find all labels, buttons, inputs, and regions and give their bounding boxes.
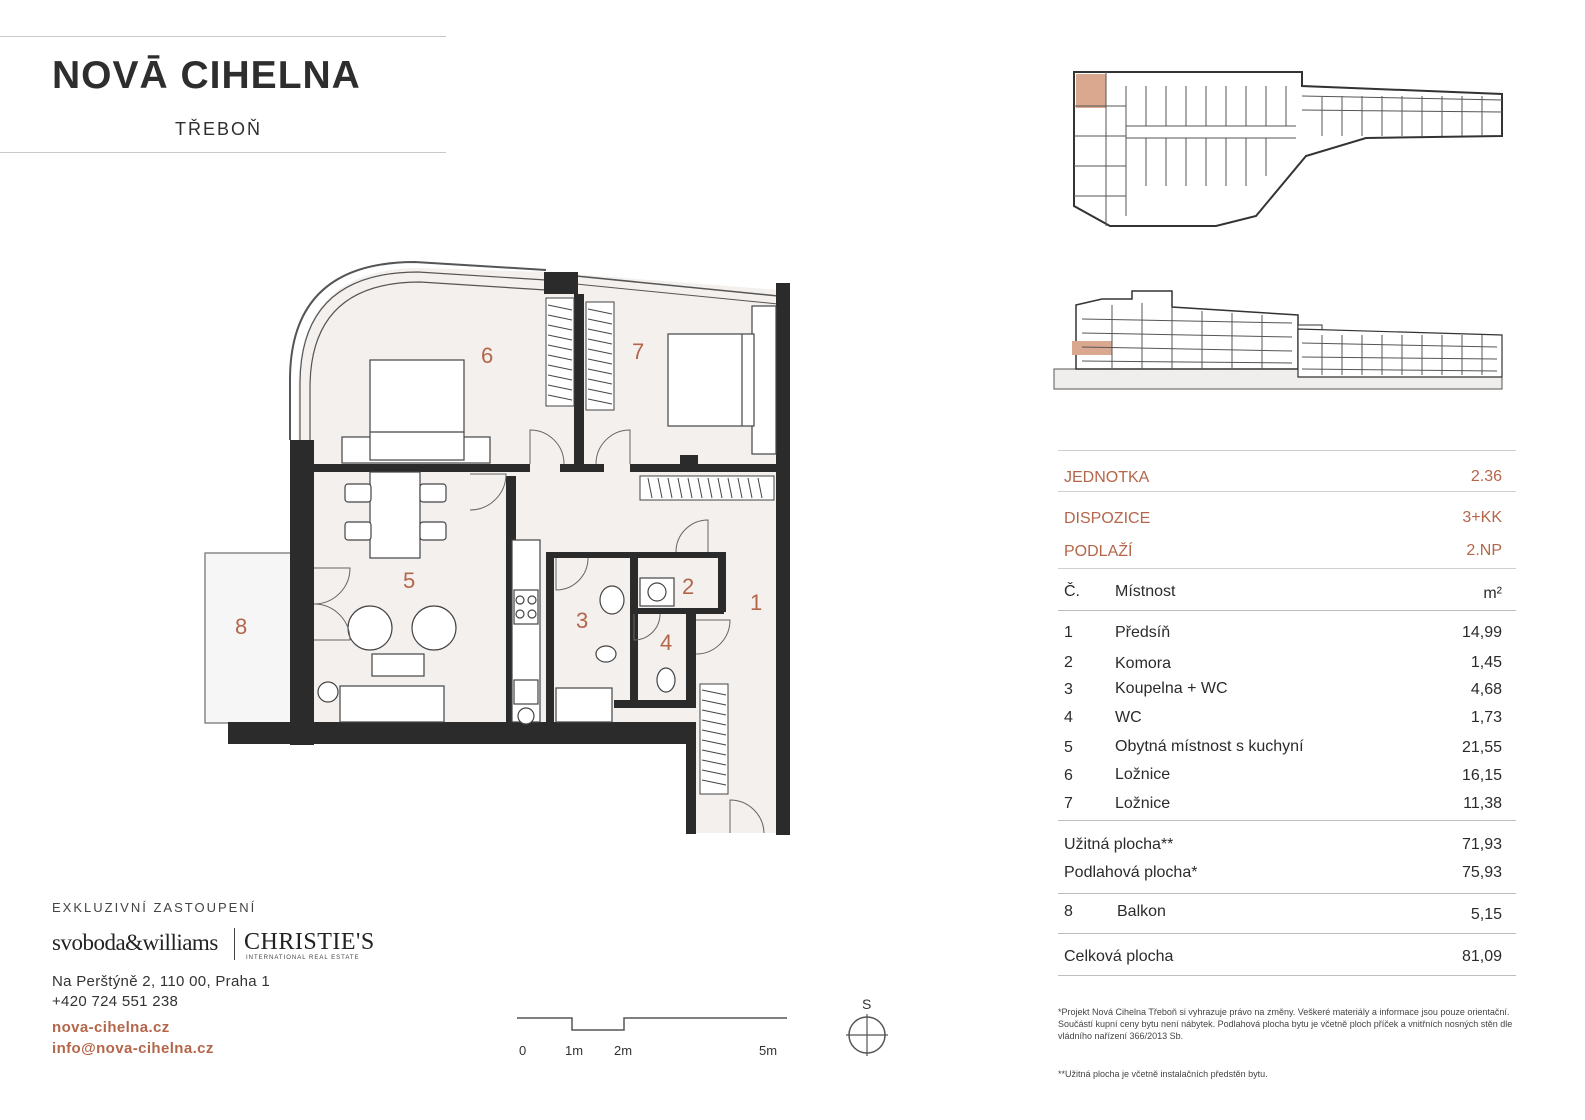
room-row-num: 5 bbox=[1064, 739, 1073, 756]
disclaimer-note: *Projekt Nová Cihelna Třeboň si vyhrazuje právo na změny. Veškeré materiály a informace jsou pouze orientační. Součástí kupní ceny bytu není nábytek. Podlahová plocha bytu je včetně ploch příček a vnitřních nosných stěn dle vládního nařízení 366/2013 Sb. bbox=[1058, 1007, 1513, 1041]
room-number-4: 4 bbox=[660, 630, 673, 655]
room-number-2: 2 bbox=[682, 574, 695, 599]
coffee-table bbox=[372, 654, 424, 676]
rooms-header-unit: m² bbox=[1483, 585, 1502, 602]
bed-7-board bbox=[752, 306, 776, 454]
floor-area-value: 75,93 bbox=[1461, 864, 1502, 881]
sofa bbox=[340, 686, 444, 722]
disposition-value: 3+KK bbox=[1462, 509, 1502, 526]
scale-label: 1m bbox=[565, 1043, 584, 1058]
scale-label: 2m bbox=[614, 1043, 633, 1058]
kitchen bbox=[512, 540, 540, 724]
compass-icon bbox=[846, 1014, 888, 1056]
compass-label: S bbox=[862, 996, 872, 1012]
room-row-num: 4 bbox=[1064, 709, 1073, 726]
balcony-row-area: 5,15 bbox=[1470, 906, 1502, 923]
room-row-num: 7 bbox=[1064, 795, 1073, 812]
logo-separator bbox=[234, 928, 235, 960]
building-key-plan bbox=[1066, 66, 1510, 230]
room-row-name: Koupelna + WC bbox=[1115, 680, 1228, 697]
room-row-num: 1 bbox=[1064, 624, 1073, 641]
room-row-area: 11,38 bbox=[1463, 795, 1502, 812]
project-title: NOVĀ CIHELNA bbox=[52, 54, 361, 97]
info-rule-0 bbox=[1058, 450, 1516, 451]
partner-logo-sub: INTERNATIONAL REAL ESTATE bbox=[246, 955, 360, 961]
total-area-label: Celková plocha bbox=[1064, 948, 1174, 965]
unit-label: JEDNOTKA bbox=[1064, 469, 1150, 486]
project-location: TŘEBOŇ bbox=[175, 119, 263, 139]
balcony-area bbox=[205, 553, 293, 723]
room-number-6: 6 bbox=[481, 343, 494, 368]
rooms-header-num: Č. bbox=[1064, 583, 1080, 600]
room-number-8: 8 bbox=[235, 614, 248, 639]
website-link[interactable]: nova-cihelna.cz bbox=[52, 1019, 170, 1036]
unit-highlight-elevation bbox=[1072, 341, 1112, 355]
floor-value: 2.NP bbox=[1466, 542, 1502, 559]
floor-area-label: Podlahová plocha* bbox=[1064, 864, 1198, 881]
room-row-name: Komora bbox=[1115, 655, 1172, 672]
usable-area-label: Užitná plocha** bbox=[1064, 836, 1174, 853]
disposition-label: DISPOZICE bbox=[1064, 510, 1151, 527]
room-row-area: 16,15 bbox=[1461, 767, 1502, 784]
room-number-1: 1 bbox=[750, 590, 763, 615]
scale-bar bbox=[512, 1010, 792, 1036]
room-row-name: Předsíň bbox=[1115, 624, 1171, 641]
bed-6 bbox=[370, 360, 464, 460]
room-number-7: 7 bbox=[632, 339, 645, 364]
room-row-num: 6 bbox=[1064, 767, 1073, 784]
floor-label: PODLAŽÍ bbox=[1064, 543, 1133, 560]
building-elevation bbox=[1052, 285, 1504, 391]
room-row-area: 14,99 bbox=[1461, 624, 1502, 641]
unit-highlight bbox=[1076, 74, 1106, 108]
rooms-header-name: Místnost bbox=[1115, 583, 1176, 600]
agency-phone: +420 724 551 238 bbox=[52, 993, 179, 1010]
partner-logo: CHRISTIE'S bbox=[244, 929, 375, 955]
email-link[interactable]: info@nova-cihelna.cz bbox=[52, 1040, 214, 1057]
room-row-area: 21,55 bbox=[1461, 739, 1502, 756]
room-row-name: Ložnice bbox=[1115, 795, 1171, 812]
agency-address: Na Perštýně 2, 110 00, Praha 1 bbox=[52, 973, 271, 990]
bed-7 bbox=[668, 334, 754, 426]
usable-area-note: **Užitná plocha je včetně instalačních předstěn bytu. bbox=[1058, 1069, 1268, 1079]
room-row-num: 2 bbox=[1064, 654, 1073, 671]
room-row-name: WC bbox=[1115, 709, 1142, 726]
balcony-row-name: Balkon bbox=[1117, 903, 1166, 920]
unit-value: 2.36 bbox=[1470, 468, 1502, 485]
total-area-value: 81,09 bbox=[1461, 948, 1502, 965]
dining-table bbox=[370, 472, 420, 558]
agency-caption: EXKLUZIVNÍ ZASTOUPENÍ bbox=[52, 900, 257, 915]
room-row-area: 4,68 bbox=[1470, 681, 1502, 698]
room-row-area: 1,45 bbox=[1470, 654, 1502, 671]
scale-label: 5m bbox=[759, 1043, 778, 1058]
room-row-num: 3 bbox=[1064, 681, 1073, 698]
agency-logo: svoboda&williams bbox=[52, 930, 218, 955]
room-row-name: Ložnice bbox=[1115, 766, 1171, 783]
balcony-row-num: 8 bbox=[1064, 903, 1073, 920]
room-row-area: 1,73 bbox=[1470, 709, 1502, 726]
usable-area-value: 71,93 bbox=[1461, 836, 1502, 853]
room-number-3: 3 bbox=[576, 608, 589, 633]
room-number-5: 5 bbox=[403, 568, 416, 593]
scale-label: 0 bbox=[519, 1043, 527, 1058]
room-row-name: Obytná místnost s kuchyní bbox=[1115, 738, 1304, 755]
